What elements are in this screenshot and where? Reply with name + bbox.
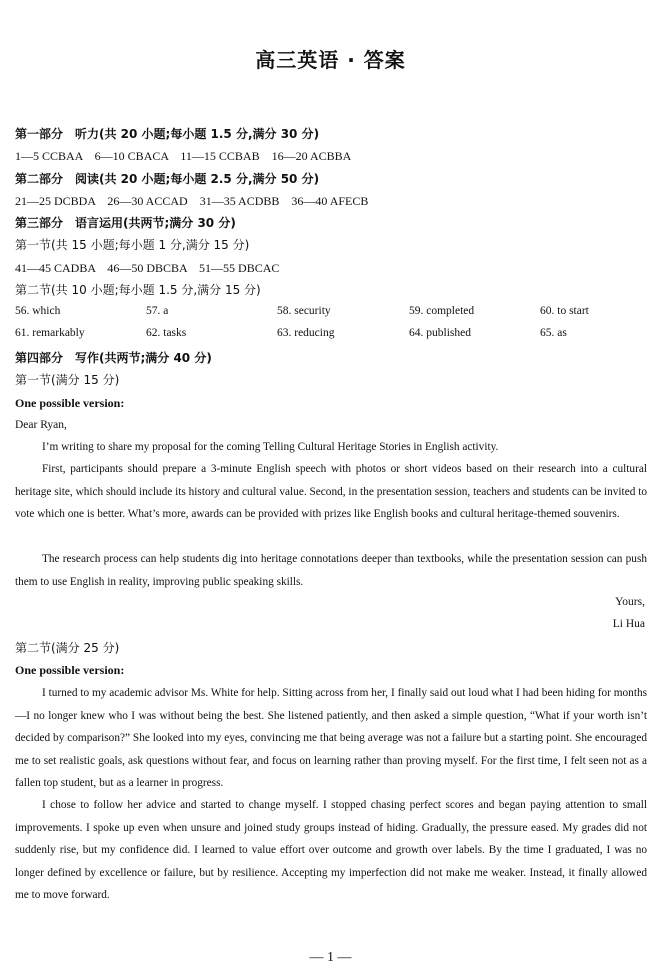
part1-heading: 第一部分 听力(共 20 小题;每小题 1.5 分,满分 30 分) bbox=[15, 127, 320, 141]
part3-section1-answers: 41—45 CADBA 46—50 DBCBA 51—55 DBCAC bbox=[15, 261, 280, 275]
answer-64: 64. published bbox=[409, 327, 471, 339]
part3-section1-heading: 第一节(共 15 小题;每小题 1 分,满分 15 分) bbox=[15, 238, 250, 252]
part3-section2-heading: 第二节(共 10 小题;每小题 1.5 分,满分 15 分) bbox=[15, 283, 261, 297]
page-title: 高三英语 · 答案 bbox=[255, 48, 406, 72]
answer-60: 60. to start bbox=[540, 305, 589, 317]
letter-paragraph: First, participants should prepare a 3-minute English speech with photos or short videos based on their research into a cultural heritage site, which should include its history and cultural value. Second, in the presentation session, teachers and students can be invited to vote which one is better. What’s more, awards can be provided with prizes like English books and cultural heritage-themed souvenirs. bbox=[15, 463, 647, 520]
story-paragraph: I turned to my academic advisor Ms. White for help. Sitting across from her, I finally said out loud what I had been hiding for months—I no longer knew who I was without being the best. She listened patiently, and then asked a simple question, “What if your worth isn’t decided by comparison?” She looked into my eyes, convincing me that being average was not a failure but a starting point. She encouraged me to set realistic goals, ask questions without fear, and focus on learning rather than proving myself. For the first time, I felt seen not as a fallen top student, but as a learner in progress. bbox=[15, 687, 647, 789]
story-paragraph: I chose to follow her advice and started to change myself. I stopped chasing perfect scores and began paying attention to small improvements. I spoke up even when unsure and joined study groups instead of hiding. Gradually, the pressure eased. My grades did not suddenly rise, but my confidence did. I learned to value effort over outcome and growth over labels. By the time I graduated, I was no longer defined by excellence or failure, but by resilience. Accepting my imperfection did not make me weaker. Instead, it finally allowed me to move forward. bbox=[15, 799, 647, 901]
part3-heading: 第三部分 语言运用(共两节;满分 30 分) bbox=[15, 216, 236, 230]
letter-paragraph: I’m writing to share my proposal for the coming Telling Cultural Heritage Stories in English activity. bbox=[42, 441, 499, 453]
answer-57: 57. a bbox=[146, 305, 169, 317]
part1-answers: 1—5 CCBAA 6—10 CBACA 11—15 CCBAB 16—20 ACBBA bbox=[15, 149, 352, 163]
letter-closing: Yours, bbox=[615, 596, 645, 608]
part4-section2-heading: 第二节(满分 25 分) bbox=[15, 641, 120, 655]
letter-salutation: Dear Ryan, bbox=[15, 419, 67, 431]
answer-63: 63. reducing bbox=[277, 327, 335, 339]
answer-62: 62. tasks bbox=[146, 327, 187, 339]
page-number: — 1 — bbox=[309, 950, 352, 965]
section1-version-label: One possible version: bbox=[15, 396, 125, 410]
answer-row bbox=[15, 327, 645, 343]
answer-65: 65. as bbox=[540, 327, 567, 339]
answer-61: 61. remarkably bbox=[15, 327, 85, 339]
part4-section1-heading: 第一节(满分 15 分) bbox=[15, 373, 120, 387]
part2-answers: 21—25 DCBDA 26—30 ACCAD 31—35 ACDBB 36—40 AFECB bbox=[15, 194, 369, 208]
section2-version-label: One possible version: bbox=[15, 663, 125, 677]
part4-heading: 第四部分 写作(共两节;满分 40 分) bbox=[15, 351, 212, 365]
answer-58: 58. security bbox=[277, 305, 331, 317]
letter-signature: Li Hua bbox=[612, 618, 645, 630]
letter-paragraph: The research process can help students dig into heritage connotations deeper than textbooks, while the presentation session can push them to use English in reality, improving public speaking skills. bbox=[15, 553, 647, 588]
answer-59: 59. completed bbox=[409, 305, 475, 317]
answer-56: 56. which bbox=[15, 305, 61, 317]
part2-heading: 第二部分 阅读(共 20 小题;每小题 2.5 分,满分 50 分) bbox=[15, 172, 320, 186]
answer-row bbox=[15, 305, 645, 321]
